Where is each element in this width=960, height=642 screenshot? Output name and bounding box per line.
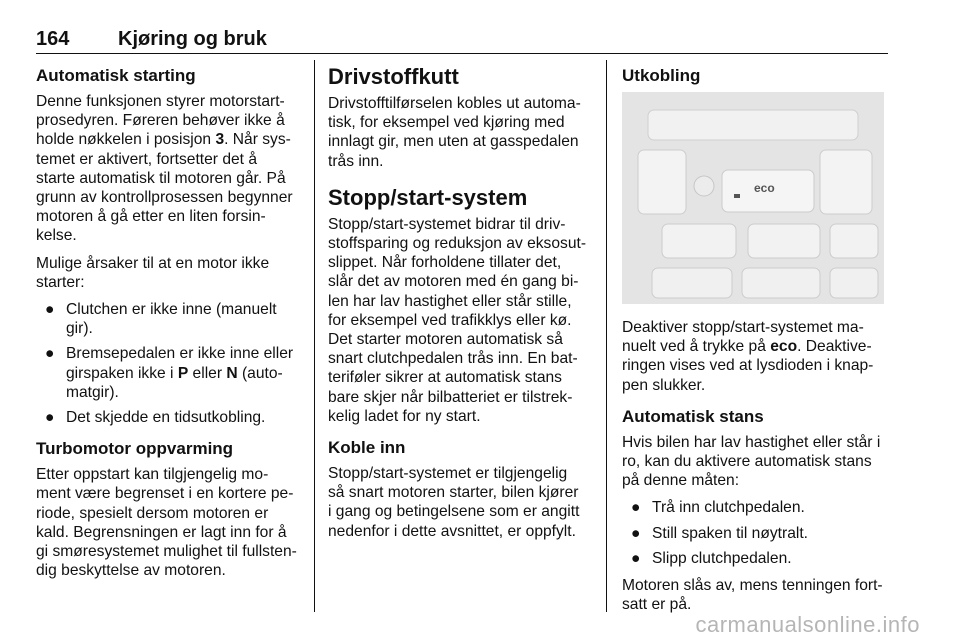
heading-automatic-starting: Automatisk starting	[36, 66, 196, 85]
list-item: ● Bremsepedalen er ikke inne eller girspaken ikke i P eller N (auto- matgir).	[45, 345, 294, 401]
list-item: ● Trå inn clutchpedalen.	[631, 499, 805, 517]
watermark: carmanualsonline.info	[695, 612, 920, 637]
column-2	[328, 64, 600, 549]
heading-disengage: Utkobling	[622, 66, 701, 85]
eco-button-illustration	[622, 92, 884, 304]
heading-fuel-cut: Drivstoffkutt	[328, 64, 459, 89]
list-item: ● Clutchen er ikke inne (manuelt gir).	[45, 301, 277, 338]
list-item: ● Det skjedde en tidsutkobling.	[45, 409, 266, 427]
heading-engage: Koble inn	[328, 438, 406, 458]
paragraph-auto-start: Denne funksjonen styrer motorstart- prosedyren. Føreren behøver ikke å holde nøkkelen i posisjon 3. Når sys- temet er aktivert, fortsetter det å starte automatisk til motoren går. På grunn av kontrollprosessen begynner motoren å gå etter en liten forsin- kelse.	[36, 93, 293, 245]
paragraph-start-causes: Mulige årsaker til at en motor ikke starter:	[36, 254, 270, 291]
header-divider	[36, 53, 888, 54]
list-item: ● Slipp clutchpedalen.	[631, 549, 792, 567]
list-auto-stop-steps	[622, 498, 890, 568]
column-3	[622, 64, 890, 622]
console-panel-illustration	[622, 92, 884, 304]
paragraph-engage: Stopp/start-systemet er tilgjengelig så snart motoren starter, bilen kjører i gang og betingelsene som er angitt nedenfor i dette avsnittet, er oppfylt.	[328, 465, 580, 540]
heading-turbo-warmup: Turbomotor oppvarming	[36, 439, 234, 459]
paragraph-disengage: Deaktiver stopp/start-systemet ma- nuelt ved å trykke på eco. Deaktive- ringen vises ved at lysdioden i knap- pen slukker.	[622, 319, 874, 394]
column-1	[36, 64, 308, 588]
paragraph-engine-off: Motoren slås av, mens tenningen fort- satt er på.	[622, 577, 883, 614]
column-divider-2	[606, 60, 607, 612]
page-number: 164	[36, 28, 70, 50]
eco-button-label: eco	[754, 181, 775, 195]
list-start-causes	[36, 300, 308, 427]
column-divider-1	[314, 60, 315, 612]
list-item: ● Still spaken til nøytralt.	[631, 524, 808, 542]
heading-stop-start-system: Stopp/start-system	[328, 184, 528, 210]
page-header	[36, 28, 888, 52]
paragraph-turbo: Etter oppstart kan tilgjengelig mo- ment være begrenset i en kortere pe- riode, spesielt dersom motoren er kald. Begrensningen er lagt inn for å gi smøresystemet mulighet til fullsten- dig beskyttelse av motoren.	[36, 466, 297, 580]
paragraph-fuel-cut: Drivstofftilførselen kobles ut automa- tisk, for eksempel ved kjøring med innlagt gir, men uten at gasspedalen trås inn.	[328, 95, 581, 170]
chapter-title: Kjøring og bruk	[118, 28, 267, 50]
paragraph-stop-start: Stopp/start-systemet bidrar til driv- stoffsparing og reduksjon av eksosut- slippet. Når forholdene tillater det, slår det av motoren med én gang bi- len har lav hastighet eller står stille, for eksempel ved trafikklys eller kø. Det starter motoren automatisk så snart clutchpedalen trås inn. En bat- teriføler sikrer at automatisk stans bare skjer når bilbatteriet er tilstrek- kelig ladet for ny start.	[328, 215, 587, 425]
paragraph-auto-stop: Hvis bilen har lav hastighet eller står i ro, kan du aktivere automatisk stans på denne måten:	[622, 433, 881, 490]
heading-automatic-stop: Automatisk stans	[622, 406, 764, 426]
